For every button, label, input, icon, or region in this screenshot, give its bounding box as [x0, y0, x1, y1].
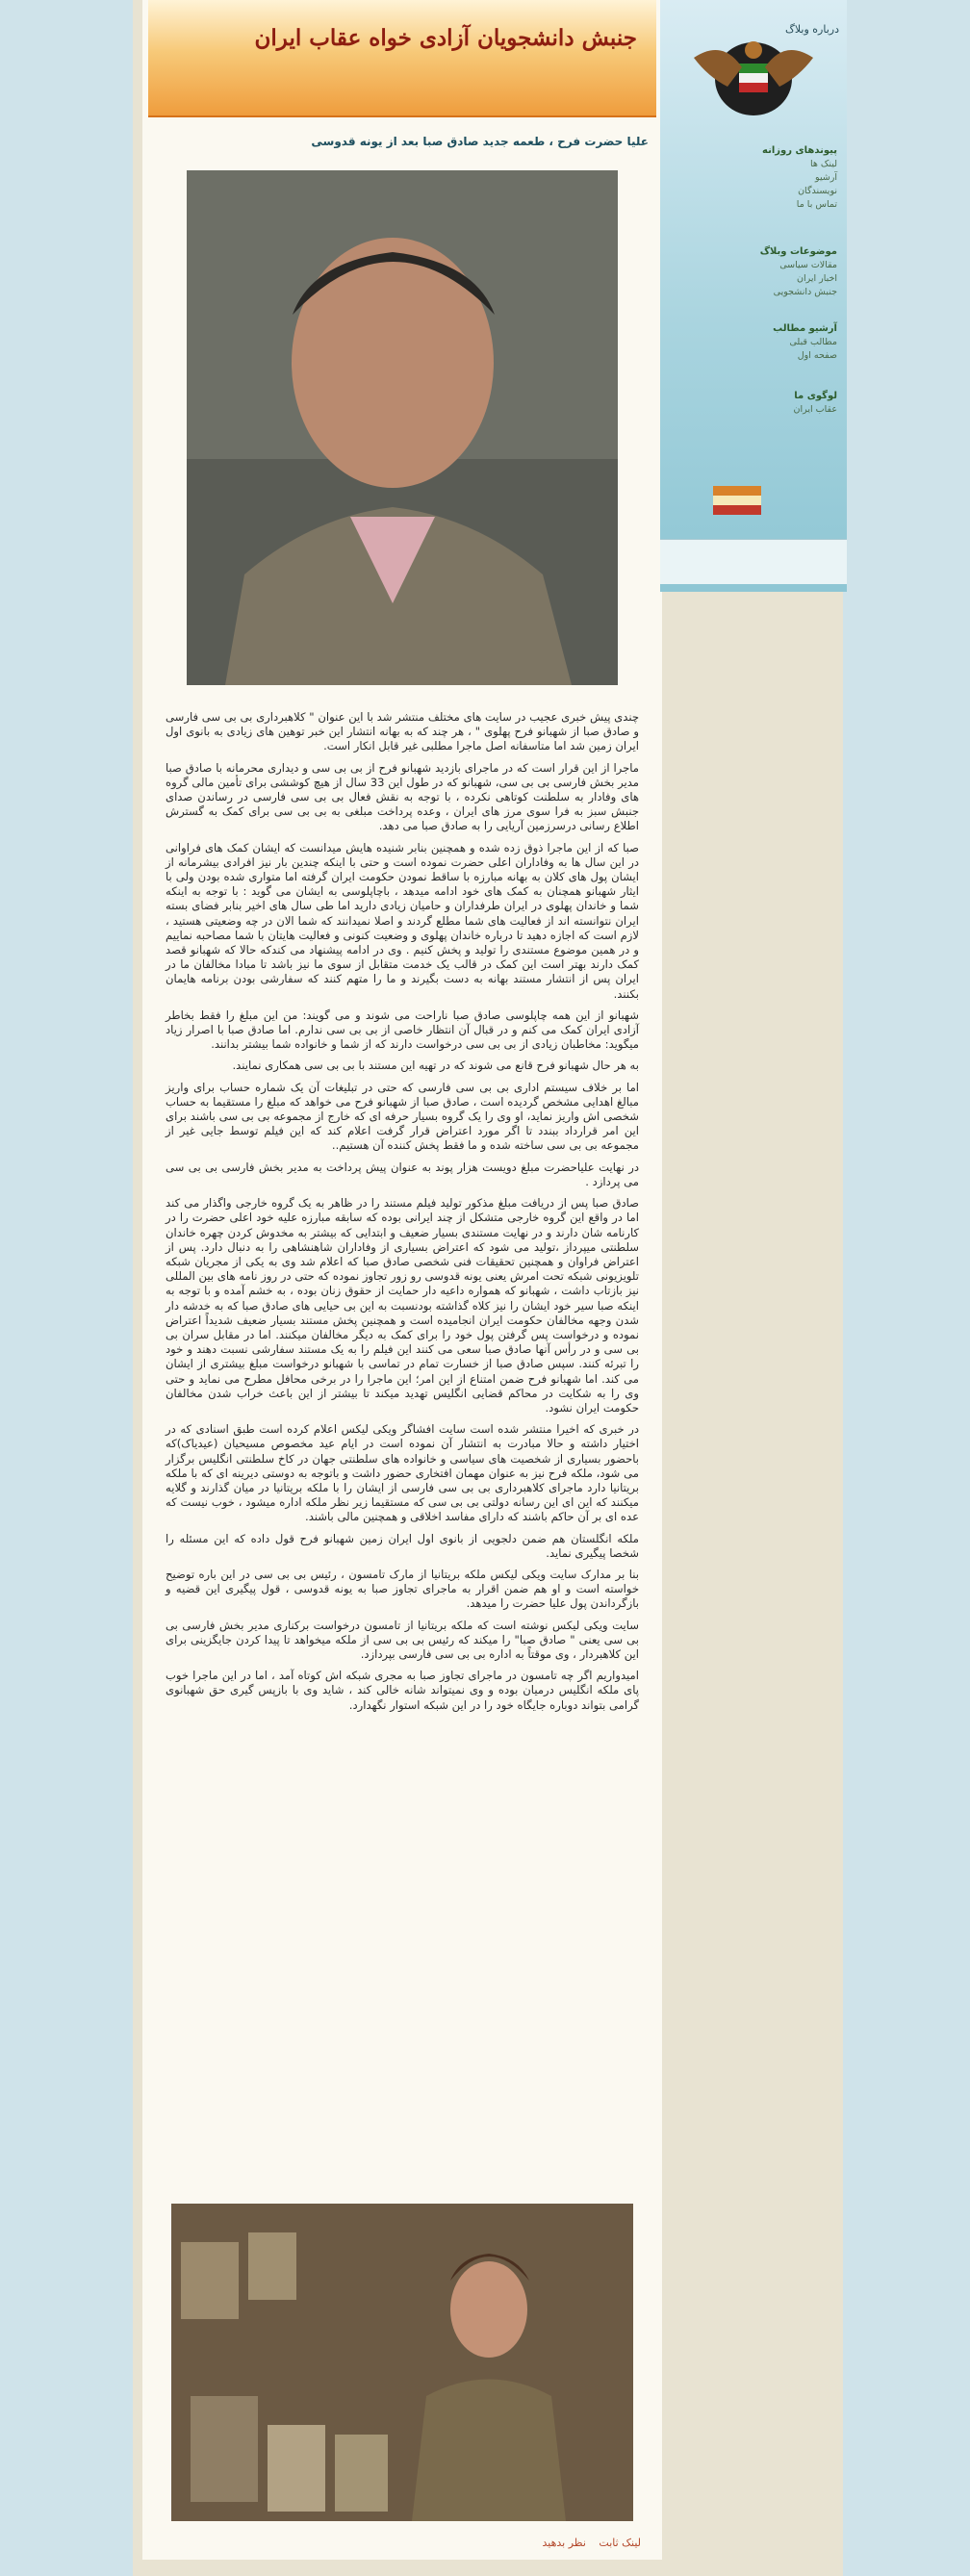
eagle-emblem-icon — [689, 29, 818, 121]
post-footer — [533, 2537, 642, 2549]
sidebar-link[interactable]: نویسندگان — [798, 186, 837, 196]
sidebar-section — [674, 322, 837, 363]
article-body — [166, 710, 639, 1720]
sidebar-link[interactable]: صفحه اول — [797, 350, 837, 361]
about-link[interactable]: درباره وبلاگ — [785, 23, 839, 36]
paragraph: ملکه انگلستان هم ضمن دلجویی از بانوی اول ایران زمین شهبانو فرح قول داده که این مسئله را شخصا پیگیری نماید. — [166, 1531, 639, 1560]
main-content — [142, 0, 662, 2560]
sidebar-link[interactable]: آرشیو — [815, 172, 837, 183]
sidebar-heading: پیوندهای روزانه — [762, 145, 837, 156]
permalink-link[interactable]: لینک ثابت — [599, 2537, 641, 2549]
sidebar-section — [674, 390, 837, 417]
header-banner — [148, 0, 656, 117]
paragraph: در نهایت علیاحضرت مبلغ دویست هزار پوند به عنوان پیش پرداخت به مدیر بخش فارسی بی بی سی می پردازد . — [166, 1160, 639, 1188]
comment-link[interactable]: نظر بدهید — [542, 2537, 586, 2549]
flag-badge-icon[interactable] — [708, 481, 766, 520]
page-frame — [133, 0, 843, 2576]
paragraph: صادق صبا پس از دریافت مبلغ مذکور تولید فیلم مستند را در ظاهر به یک گروه خارجی واگذار می کند اما در واقع این گروه خارجی متشکل از چند ایرانی بوده که سابقه مبارزه علیه خود اعلی حضرت را در کارنامه شان دارند و در نهایت مستندی بسیار ضعیف و ابتدایی که بیشتر به مخدوش کردن چهره خاندان سلطنتی میپرداز ،تولید می شود که اعتراض بسیاری از وفاداران شاهنشاهی را به دنبال دارد. پس از اعتراض فراوان و همچنین تحقیقات فنی شخصی صادق صبا که اعلام شد وی به یکی از مجریان شبکه تلویزیونی شبکه تحت امرش یعنی یونه قدوسی رو زور تجاوز نموده که حتی در روز نامه های بین المللی نیز بازتاب داشت ، شهبانو که همواره داعیه دار حمایت از حقوق زنان بوده ، به خشم آمده و با توجه به اینکه صبا سیر خود ایشان را نیز کلاه گذاشته بودنسبت به این بی حیایی های صادق صبا که به خدشه دار شدن وجهه مخالفان حکومت ایران انجامیده است و همچنین پخش مستند بسیار ضعیف شدیداً اعتراض نموده و درخواست پس گرفتن پول خود را برای کمک به دیگر مخالفان میکنند. اما در مقابل سران بی بی سی و در رأس آنها صادق صبا سعی می کنند این فیلم را به یک مستند سفارشی نسبت دهند و خود را تبرئه کنند. سپس صادق صبا از خسارت تمام در تماسی با شهبانو درخواست مبلغ بیشتری از ایشان می کند. اما شهبانو فرح ضمن امتناع از این امر؛ این ماجرا را در برخی محافل مطرح می نماید و حتی وی را به شکایت در محاکم قضایی انگلیس تهدید میکند تا بیشتر از این باعث خراب شدن مخالفان حکومت ایران نشود. — [166, 1196, 639, 1415]
sidebar-heading: لوگوی ما — [794, 391, 837, 401]
paragraph: صبا که از این ماجرا ذوق زده شده و همچنین بنابر شنیده هایش میدانست که ایشان کمک های فراوانی در این سال ها به وفاداران اعلی حضرت نموده است و حتی با اینکه چندین بار نیز افرادی بیشرمانه از ایشان پول های کلان به بهانه مبارزه با ساقط نمودن حکومت ایران گرفته اما متواری شده بودن ولی با ایثار شهبانو همچنان به کمک های خود ادامه میدهد ، باچاپلوسی به ایشان می گوید : با توجه به اینکه شما و خاندان پهلوی در ایران طرفداران و حامیان زیادی دارید اما طی سال های اخیر بنابر فضای بسته ایران نتوانسته اند از فعالیت های شما مطلع گردند و اصلا نمیدانند که شما الان در چه وضعیتی هستید ، لازم است که اجازه دهید تا درباره خاندان پهلوی و وضعیت کنونی و فعالیت هایتان با شما مصاحبه نماییم و در همین موضوع مستندی را تولید و پخش کنیم . وی در ادامه پیشنهاد می کندکه حالا که شهبانو قصد کمک دارند بهتر است این کمک در قالب یک خدمت متقابل از سوی ما نیز باشد تا مبادا مخالفان ما در ایران پس از انتشار مستند بهانه به دست بگیرند و ما را متهم کنند که سفارشی بودن برنامه هایمان بکنند. — [166, 840, 639, 1001]
sidebar-link[interactable]: مقالات سیاسی — [779, 260, 837, 270]
paragraph: اما بر خلاف سیستم اداری بی بی سی فارسی که حتی در تبلیغات آن یک شماره حساب برای واریز مبالغ اهدایی مشخص گردیده است ، صادق صبا از شهبانو فرح می خواهد که مبلغ را مستقیما به حساب شخصی اش واریز نماید، او وی را یک گروه بسیار حرفه ای که خارج از مجموعه بی بی سی باشند برای این امر قرارداد ببندد تا اگر مورد اعتراض قرار گرفت اعلام کند که این فیلم توسط جایی غیر از مجموعه بی بی سی ساخته شده و ما فقط پخش کننده آن هستیم.. — [166, 1080, 639, 1153]
paragraph: ماجرا از این قرار است که در ماجرای بازدید شهبانو فرح از بی بی سی و دیداری محرمانه با صادق صبا مدیر بخش فارسی بی بی سی، شهبانو که در طول این 33 سال از هیچ کوششی برای تأمین مالی گروه های وفادار به سلطنت کوتاهی نکرده ، با توجه به نقش فعال بی بی سی فارسی در رساندن صدای جنبش سبز به فرا سوی مرز های ایران ، وعده پرداخت مبلغی به بی بی سی برای کمک به گسترش اطلاع رسانی درسرزمین آریایی را به صادق صبا می دهد. — [166, 760, 639, 833]
sidebar-link[interactable]: مطالب قبلی — [789, 337, 837, 347]
sidebar-link[interactable]: تماس با ما — [796, 199, 837, 210]
site-title: جنبش دانشجویان آزادی خواه عقاب ایران — [254, 25, 637, 51]
paragraph: سایت ویکی لیکس نوشته است که ملکه بریتانیا از تامسون درخواست برکناری مدیر بخش فارسی بی بی سی یعنی " صادق صبا" را میکند که رئیس بی بی سی از ملکه میخواهد تا پیدا کردن جایگزینی برای این کلاهبردار ، وی موقتاً به اداره بی بی سی فارسی بپردازد. — [166, 1618, 639, 1661]
paragraph: چندی پیش خبری عجیب در سایت های مختلف منتشر شد با این عنوان " کلاهبرداری بی بی سی فارسی و صادق صبا از شهبانو فرح پهلوی " ، هر چند که به بهانه انتشار این خبر توهین های زیادی به بانوی اول ایران زمین شد اما متاسفانه اصل ماجرا مطلبی غیر قابل انکار است. — [166, 710, 639, 753]
sidebar — [660, 0, 847, 592]
sidebar-heading: آرشیو مطالب — [773, 323, 837, 334]
paragraph: به هر حال شهبانو فرح قانع می شوند که در تهیه این مستند با بی بی سی همکاری نمایند. — [232, 1058, 639, 1073]
sidebar-link[interactable]: عقاب ایران — [793, 404, 837, 415]
sidebar-link[interactable]: اخبار ایران — [796, 273, 837, 284]
sidebar-footer-strip — [660, 539, 847, 584]
sidebar-link[interactable]: لینک ها — [809, 159, 837, 169]
sidebar-section — [674, 144, 837, 212]
post-title[interactable]: علیا حضرت فرح ، طعمه جدید صادق صبا بعد از یونه قدوسی — [311, 135, 649, 148]
paragraph: شهبانو از این همه چاپلوسی صادق صبا ناراحت می شوند و می گویند: من این مبلغ را فقط بخاطر آزادی ایران کمک می کنم و در قبال آن انتظار خاصی از بی بی سی ندارم. اما صادق صبا با اصرار زیاد میگوید: مخاطبان زیادی از بی بی سی درخواست دارند که از شما و خانواده شما بیشتر بدانند. — [166, 1007, 639, 1052]
paragraph: در خبری که اخیرا منتشر شده است سایت افشاگر ویکی لیکس اعلام کرده است طبق اسنادی که در اختیار داشته و حالا مبادرت به انتشار آن نموده است در ایام عید مخصوص مسیحیان (عیدیاک)که باحضور بسیاری از شخصیت های سیاسی و خانواده های سلطنتی جهان در کاخ سلطنتی انگلیس برگزار می شود، ملکه فرح نیز به عنوان مهمان افتخاری حضور داشت و باتوجه به دوستی دیرینه ای که با ملکه بریتانیا دارد ماجرای کلاهبرداری بی بی سی فارسی از ایشان را با ملکه بریتانیا در میان گذارند و گلایه میکنند که این ای این رسانه دولتی بی بی سی که مستقیما زیر نظر ملکه اداره میشود ، خوب نیست که عده ای بر آن حاکم باشند که دارای مفاسد اخلاقی و همچنین مالی باشند. — [166, 1422, 639, 1524]
sidebar-heading: موضوعات وبلاگ — [759, 246, 837, 257]
sidebar-section — [674, 245, 837, 299]
queen-photo — [171, 2204, 633, 2521]
paragraph: بنا بر مدارک سایت ویکی لیکس ملکه بریتانیا از مارک تامسون ، رئیس بی بی سی در این باره توضیح خواسته است و او هم ضمن اقرار به ماجرای تجاوز صبا به یونه قدوسی ، قول پیگیری این قضیه و بازگرداندن پول علیا حضرت را میدهد. — [166, 1567, 639, 1611]
sidebar-link[interactable]: جنبش دانشجویی — [773, 287, 837, 297]
portrait-photo — [187, 170, 618, 685]
paragraph: امیدواریم اگر چه تامسون در ماجرای تجاوز صبا به مجری شبکه اش کوتاه آمد ، اما در این ماجرا خوب پای ملکه انگلیس درمیان بوده و وی نمیتواند شانه خالی کند ، شاید وی با بازپس گیری حق شهبانوی گرامی بتواند دوباره جایگاه خود را در این شبکه استوار نگهدارد. — [166, 1669, 639, 1712]
